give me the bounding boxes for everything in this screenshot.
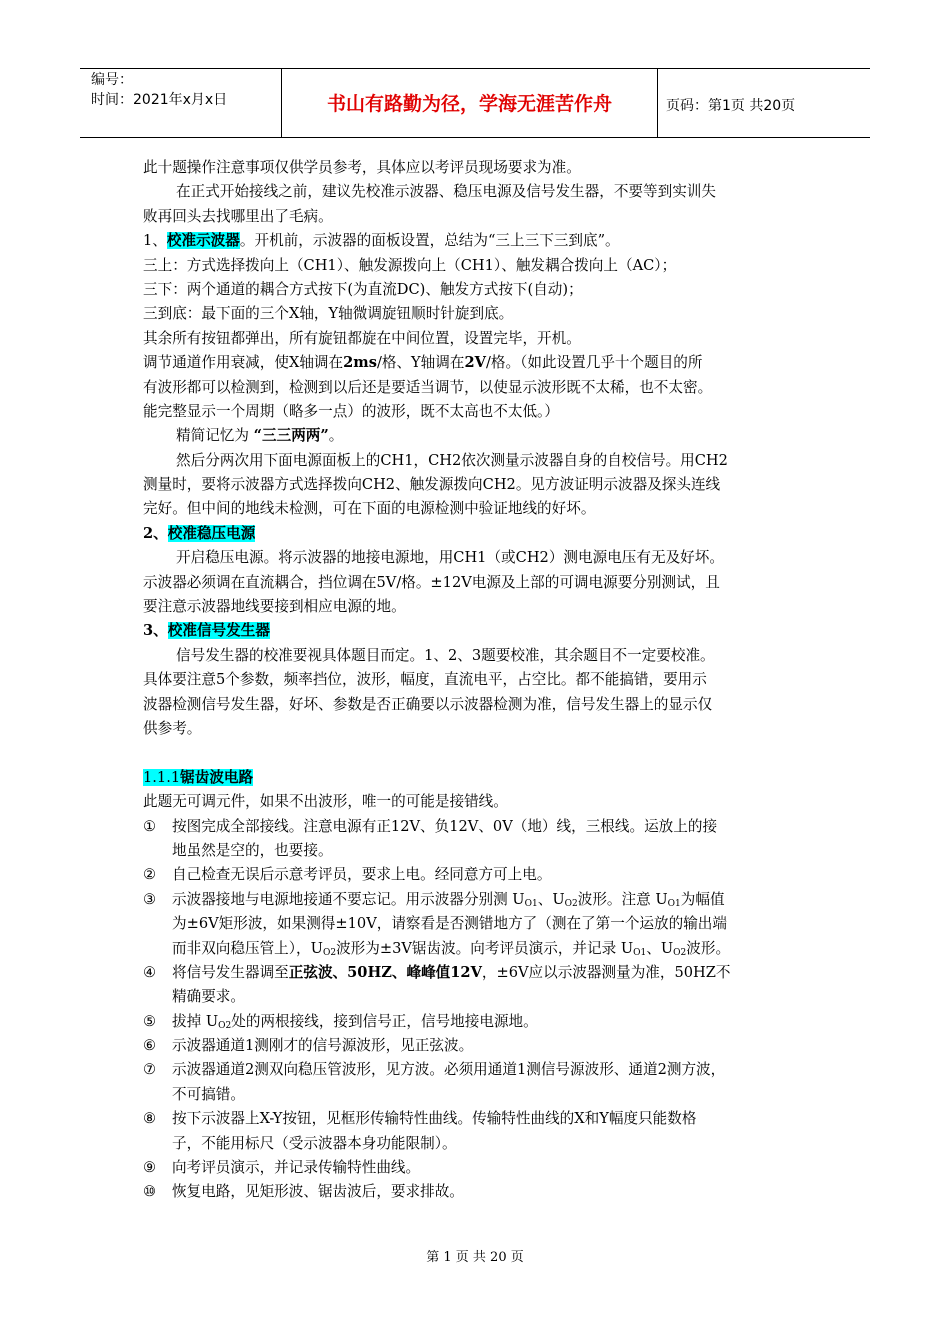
list-text: 、U [646, 939, 674, 957]
section-heading-1 [143, 229, 809, 253]
list-text: 而非双向稳压管上），U [172, 939, 323, 957]
section-number: 3、 [143, 622, 168, 640]
list-text: 拔掉 U [172, 1012, 219, 1030]
subscript: O1 [633, 947, 647, 958]
list-number: ⑨ [143, 1159, 157, 1177]
paragraph-line: 供参考。 [143, 719, 202, 737]
section-heading-3 [143, 619, 809, 643]
paragraph-line [143, 424, 809, 448]
list-text: 按图完成全部接线。注意电源有正12V、负12V、0V（地）线，三根线。运放上的接 [172, 817, 718, 835]
paragraph-line: 此十题操作注意事项仅供学员参考，具体应以考评员现场要求为准。 [143, 159, 581, 176]
text-run: /格。（如此设置几乎十个题目的所 [485, 354, 703, 372]
list-item [143, 1034, 809, 1058]
text-run: 调节通道作用衰减，使X轴调在 [143, 354, 344, 372]
section-text: 。开机前，示波器的面板设置，总结为“三上三下三到底”。 [239, 232, 620, 250]
paragraph-line: 败再回头去找哪里出了毛病。 [143, 207, 333, 225]
paragraph-line: 然后分两次用下面电源面板上的CH1，CH2依次测量示波器自身的自校信号。用CH2 [176, 451, 728, 469]
bold-text: “三三两两” [253, 427, 329, 445]
list-text: 示波器通道2测双向稳压管波形，见方波。必须用通道1测信号源波形、通道2测方波， [172, 1061, 726, 1079]
list-item [143, 1058, 809, 1082]
text-run: 精简记忆为 [176, 427, 254, 445]
paragraph-line: 三到底：最下面的三个X轴，Y轴微调旋钮顺时针旋到底。 [143, 305, 514, 323]
list-number: ② [143, 866, 157, 884]
subsection-title: 锯齿波电路 [180, 768, 254, 786]
list-text: 向考评员演示，并记录传输特性曲线。 [172, 1159, 421, 1177]
list-text: 示波器接地与电源地接通不要忘记。用示波器分别测 U [172, 890, 525, 908]
list-item [143, 1156, 809, 1180]
bold-text: 2V [464, 354, 486, 372]
list-item [143, 1180, 809, 1204]
document-body [143, 156, 809, 1205]
text-run: 。 [328, 427, 344, 445]
section-number: 2、 [143, 524, 168, 542]
list-text: 为幅值 [680, 890, 725, 908]
list-item-continuation: 地虽然是空的，也要接。 [172, 841, 333, 859]
list-number: ⑧ [143, 1110, 157, 1128]
list-item [143, 888, 809, 912]
serial-number-label: 编号： [91, 72, 133, 88]
subscript: O2 [322, 947, 337, 958]
paragraph-line: 波器检测信号发生器，好坏、参数是否正确要以示波器检测为准，信号发生器上的显示仅 [143, 695, 713, 713]
list-number: ⑤ [143, 1012, 157, 1030]
list-number: ⑩ [143, 1183, 157, 1201]
list-item [143, 863, 809, 887]
paragraph-line [143, 351, 809, 375]
header-page-cell [658, 69, 870, 137]
header-motto-cell [282, 69, 658, 137]
section-title: 校准稳压电源 [167, 524, 256, 542]
header-left-cell [80, 69, 282, 137]
list-text: 波形。 [686, 939, 731, 957]
list-number: ③ [143, 890, 157, 908]
subsection-heading [143, 766, 809, 790]
paragraph-line: 示波器必须调在直流耦合，挡位调在5V/格。±12V电源及上部的可调电源要分别测试，且 [143, 573, 720, 591]
paragraph-line: 要注意示波器地线要接到相应电源的地。 [143, 598, 406, 616]
paragraph-line: 开启稳压电源。将示波器的地接电源地，用CH1（或CH2）测电源电压有无及好坏。 [176, 549, 724, 567]
list-text: 恢复电路，见矩形波、锯齿波后，要求排故。 [172, 1183, 464, 1201]
paragraph-line: 三上：方式选择拨向上（CH1）、触发源拨向上（CH1）、触发耦合拨向上（AC）； [143, 256, 677, 274]
header-page-info: 页码：第1页 共20页 [666, 98, 796, 114]
list-item-continuation: 为±6V矩形波，如果测得±10V，请察看是否测错地方了（测在了第一个运放的输出端 [172, 915, 727, 933]
subscript: O2 [673, 947, 687, 958]
list-text: 波形。注意 U [577, 890, 668, 908]
list-item [143, 815, 809, 839]
paragraph-line: 三下：两个通道的耦合方式按下(为直流DC)、触发方式按下(自动)； [143, 280, 583, 298]
list-number: ① [143, 817, 157, 835]
list-text: 波形为±3V锯齿波。向考评员演示，并记录 U [336, 939, 634, 957]
list-item-continuation: 精确要求。 [172, 988, 245, 1006]
list-number: ⑥ [143, 1037, 157, 1055]
list-item [143, 1010, 809, 1034]
list-text: 处的两根接线，接到信号正，信号地接电源地。 [231, 1012, 538, 1030]
list-text: 将信号发生器调至 [172, 963, 289, 981]
bold-text: 正弦波、50HZ、峰峰值12V [288, 963, 482, 981]
paragraph-line: 测量时，要将示波器方式选择拨向CH2、触发源拨向CH2。见方波证明示波器及探头连线 [143, 476, 721, 494]
list-item-continuation: 子，不能用标尺（受示波器本身功能限制）。 [172, 1134, 457, 1152]
subscript: O2 [564, 898, 578, 909]
list-text: ，±6V应以示波器测量为准，50HZ不 [481, 963, 731, 981]
subscript: O2 [218, 1020, 232, 1031]
section-number: 1、 [143, 232, 167, 250]
list-text: 按下示波器上X-Y按钮，见框形传输特性曲线。传输特性曲线的X和Y幅度只能数格 [172, 1110, 697, 1128]
list-item [143, 1107, 809, 1131]
section-heading-2 [143, 522, 809, 546]
paragraph-line: 在正式开始接线之前，建议先校准示波器、稳压电源及信号发生器，不要等到实训失 [176, 183, 716, 201]
list-text: 、U [537, 890, 565, 908]
list-item-continuation: 不可搞错。 [172, 1085, 245, 1103]
header-motto: 书山有路勤为径，学海无涯苦作舟 [326, 93, 612, 115]
paragraph-line: 具体要注意5个参数，频率挡位，波形，幅度，直流电平，占空比。都不能搞错，要用示 [143, 671, 707, 689]
paragraph-line: 此题无可调元件，如果不出波形，唯一的可能是接错线。 [143, 793, 508, 811]
list-item [143, 961, 809, 985]
paragraph-line: 能完整显示一个周期（略多一点）的波形，既不太高也不太低。） [143, 402, 559, 420]
list-text: 示波器通道1测刚才的信号源波形，见正弦波。 [172, 1037, 474, 1055]
page-footer: 第 1 页 共 20 页 [426, 1250, 524, 1265]
paragraph-line: 其余所有按钮都弹出，所有旋钮都旋在中间位置，设置完毕，开机。 [143, 329, 581, 347]
paragraph-line: 有波形都可以检测到，检测到以后还是要适当调节，以使显示波形既不太稀，也不太密。 [143, 378, 713, 396]
section-title: 校准示波器 [166, 232, 240, 250]
paragraph-line: 完好。但中间的地线未检测，可在下面的电源检测中验证地线的好坏。 [143, 500, 596, 518]
blank-line [143, 741, 809, 765]
subsection-number: 1.1.1 [143, 768, 181, 786]
list-number: ④ [143, 963, 157, 981]
subscript: O1 [667, 898, 681, 909]
list-number: ⑦ [143, 1061, 157, 1079]
list-item-continuation [143, 937, 809, 961]
date-label: 时间：2021年x月x日 [91, 92, 228, 108]
page-header [80, 68, 870, 138]
bold-text: 2ms [343, 354, 377, 372]
subscript: O1 [524, 898, 538, 909]
section-title: 校准信号发生器 [167, 622, 270, 640]
paragraph-line: 信号发生器的校准要视具体题目而定。1、2、3题要校准，其余题目不一定要校准。 [176, 646, 715, 664]
text-run: /格、Y轴调在 [376, 354, 465, 372]
list-text: 自己检查无误后示意考评员，要求上电。经同意方可上电。 [172, 866, 552, 884]
